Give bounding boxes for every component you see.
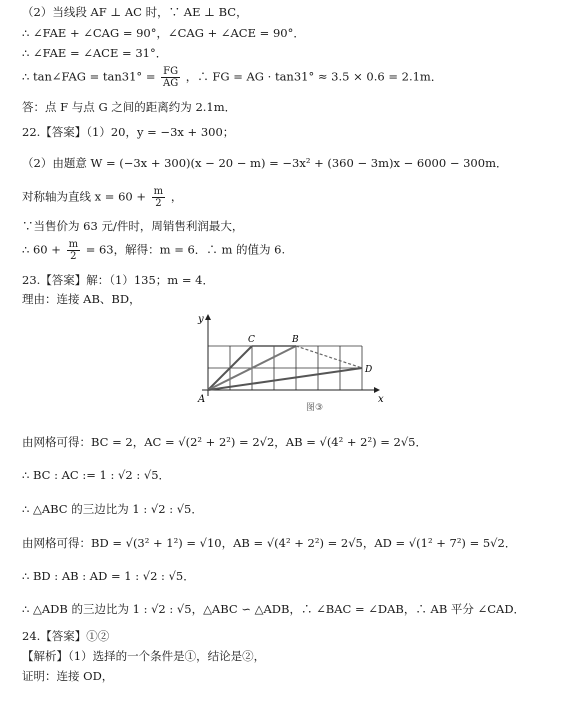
label-c: C bbox=[248, 335, 255, 345]
y-axis-arrow bbox=[205, 314, 211, 320]
axis-suffix: ， bbox=[170, 189, 183, 204]
line-23-answer: 23.【答案】解：（1）135；m = 4． bbox=[22, 273, 214, 287]
grid-figure bbox=[192, 312, 392, 420]
solve-fraction bbox=[67, 239, 80, 262]
line-22-w: （2）由题意 W = (−3x + 300)(x − 20 − m) = −3x² + (360 − 3m)x − 6000 − 300m． bbox=[22, 156, 508, 170]
line-conclusion-23: ∴ △ADB 的三边比为 1 : √2 : √5，△ABC ∽ △ADB，∴ ∠BAC = ∠DAB，∴ AB 平分 ∠CAD． bbox=[22, 602, 526, 616]
figure-caption: 图③ bbox=[306, 403, 324, 413]
label-x: x bbox=[378, 394, 384, 405]
axis-fraction-den: 2 bbox=[155, 198, 162, 209]
tan-prefix: ∴ tan∠FAG = tan31° = bbox=[22, 69, 156, 84]
tan-fraction-den: AG bbox=[162, 78, 179, 89]
label-y: y bbox=[198, 314, 204, 325]
line-tan bbox=[22, 66, 442, 89]
line-grid-1: 由网格可得：BC = 2，AC = √(2² + 2²) = 2√2，AB = √(4² + 2²) = 2√5． bbox=[22, 435, 427, 449]
line-price: ∵当售价为 63 元/件时，周销售利润最大， bbox=[22, 219, 244, 233]
line-angle-sum: ∴ ∠FAE + ∠CAG = 90°，∠CAG + ∠ACE = 90°． bbox=[22, 26, 305, 40]
axis-fraction-num: m bbox=[153, 186, 164, 197]
line-abc-ratio: ∴ △ABC 的三边比为 1 : √2 : √5． bbox=[22, 502, 203, 516]
solve-prefix: ∴ 60 + bbox=[22, 242, 61, 257]
line-24-answer: 24.【答案】①② bbox=[22, 629, 110, 643]
axis-prefix: 对称轴为直线 x = 60 + bbox=[22, 189, 147, 204]
line-answer-21: 答：点 F 与点 G 之间的距离约为 2.1m． bbox=[22, 100, 237, 114]
x-axis-arrow bbox=[374, 387, 380, 393]
segment-bd bbox=[296, 346, 362, 368]
line-ratio-1: ∴ BC : AC := 1 : √2 : √5． bbox=[22, 468, 171, 482]
tan-fraction-num: FG bbox=[163, 66, 179, 77]
line-2-condition: （2）当线段 AF ⊥ AC 时，∵ AE ⊥ BC， bbox=[22, 5, 248, 19]
line-axis bbox=[22, 186, 182, 209]
line-24-proof: 证明：连接 OD， bbox=[22, 669, 114, 683]
solve-suffix: = 63，解得：m = 6．∴ m 的值为 6. bbox=[85, 242, 286, 257]
label-d: D bbox=[365, 365, 373, 375]
solve-fraction-den: 2 bbox=[70, 251, 77, 262]
axis-fraction bbox=[152, 186, 165, 209]
line-24-analysis: 【解析】（1）选择的一个条件是①，结论是②， bbox=[22, 649, 266, 663]
line-23-reason: 理由：连接 AB、BD， bbox=[22, 292, 141, 306]
line-solve bbox=[22, 239, 285, 262]
line-ratio-2: ∴ BD : AB : AD = 1 : √2 : √5． bbox=[22, 569, 195, 583]
line-grid-2: 由网格可得：BD = √(3² + 1²) = √10，AB = √(4² + 2²) = 2√5，AD = √(1² + 7²) = 5√2． bbox=[22, 536, 517, 550]
tan-suffix: ，∴ FG = AG · tan31° ≈ 3.5 × 0.6 = 2.1m． bbox=[185, 69, 443, 84]
label-b: B bbox=[292, 335, 299, 345]
tan-fraction bbox=[161, 66, 180, 89]
label-a: A bbox=[198, 394, 206, 405]
solve-fraction-num: m bbox=[68, 239, 79, 250]
line-angle-equal: ∴ ∠FAE = ∠ACE = 31°． bbox=[22, 46, 168, 60]
line-22-answer: 22.【答案】（1）20，y = −3x + 300； bbox=[22, 125, 235, 139]
